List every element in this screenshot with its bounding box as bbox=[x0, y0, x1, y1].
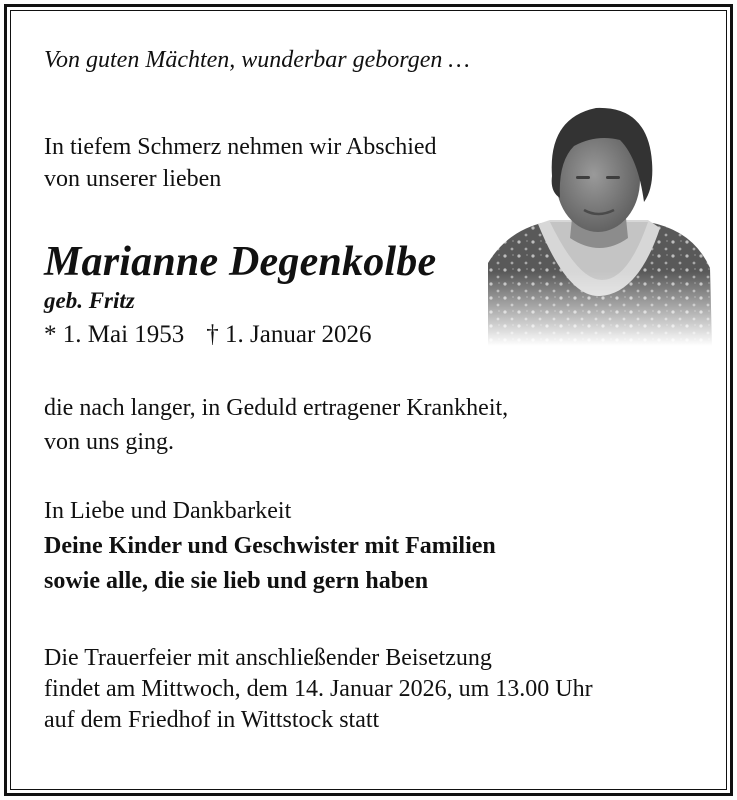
death-date: † 1. Januar 2026 bbox=[206, 321, 372, 348]
motto-verse: Von guten Mächten, wunderbar geborgen … bbox=[44, 47, 470, 73]
portrait-photo bbox=[488, 98, 712, 346]
intro-line: In tiefem Schmerz nehmen wir Abschied bbox=[44, 134, 437, 160]
funeral-service-info bbox=[44, 643, 593, 736]
service-line: Die Trauerfeier mit anschließender Beisetzung bbox=[44, 645, 492, 671]
family-line: sowie alle, die sie lieb und gern haben bbox=[44, 568, 429, 594]
service-line: auf dem Friedhof in Wittstock statt bbox=[44, 707, 380, 733]
deceased-name: Marianne Degenkolbe bbox=[44, 239, 437, 285]
maiden-name: geb. Fritz bbox=[44, 288, 135, 313]
intro-line: von unserer lieben bbox=[44, 166, 222, 192]
passing-line: von uns ging. bbox=[44, 429, 175, 455]
service-line: findet am Mittwoch, dem 14. Januar 2026, um 13.00 Uhr bbox=[44, 676, 593, 702]
birth-date: * 1. Mai 1953 bbox=[44, 321, 185, 348]
family-line: Deine Kinder und Geschwister mit Familien bbox=[44, 533, 496, 559]
life-dates bbox=[44, 322, 372, 347]
intro-text bbox=[44, 131, 437, 195]
family-signature bbox=[44, 494, 496, 599]
closing-intro: In Liebe und Dankbarkeit bbox=[44, 498, 292, 524]
passing-line: die nach langer, in Geduld ertragener Krankheit, bbox=[44, 395, 509, 421]
passing-text bbox=[44, 391, 508, 459]
